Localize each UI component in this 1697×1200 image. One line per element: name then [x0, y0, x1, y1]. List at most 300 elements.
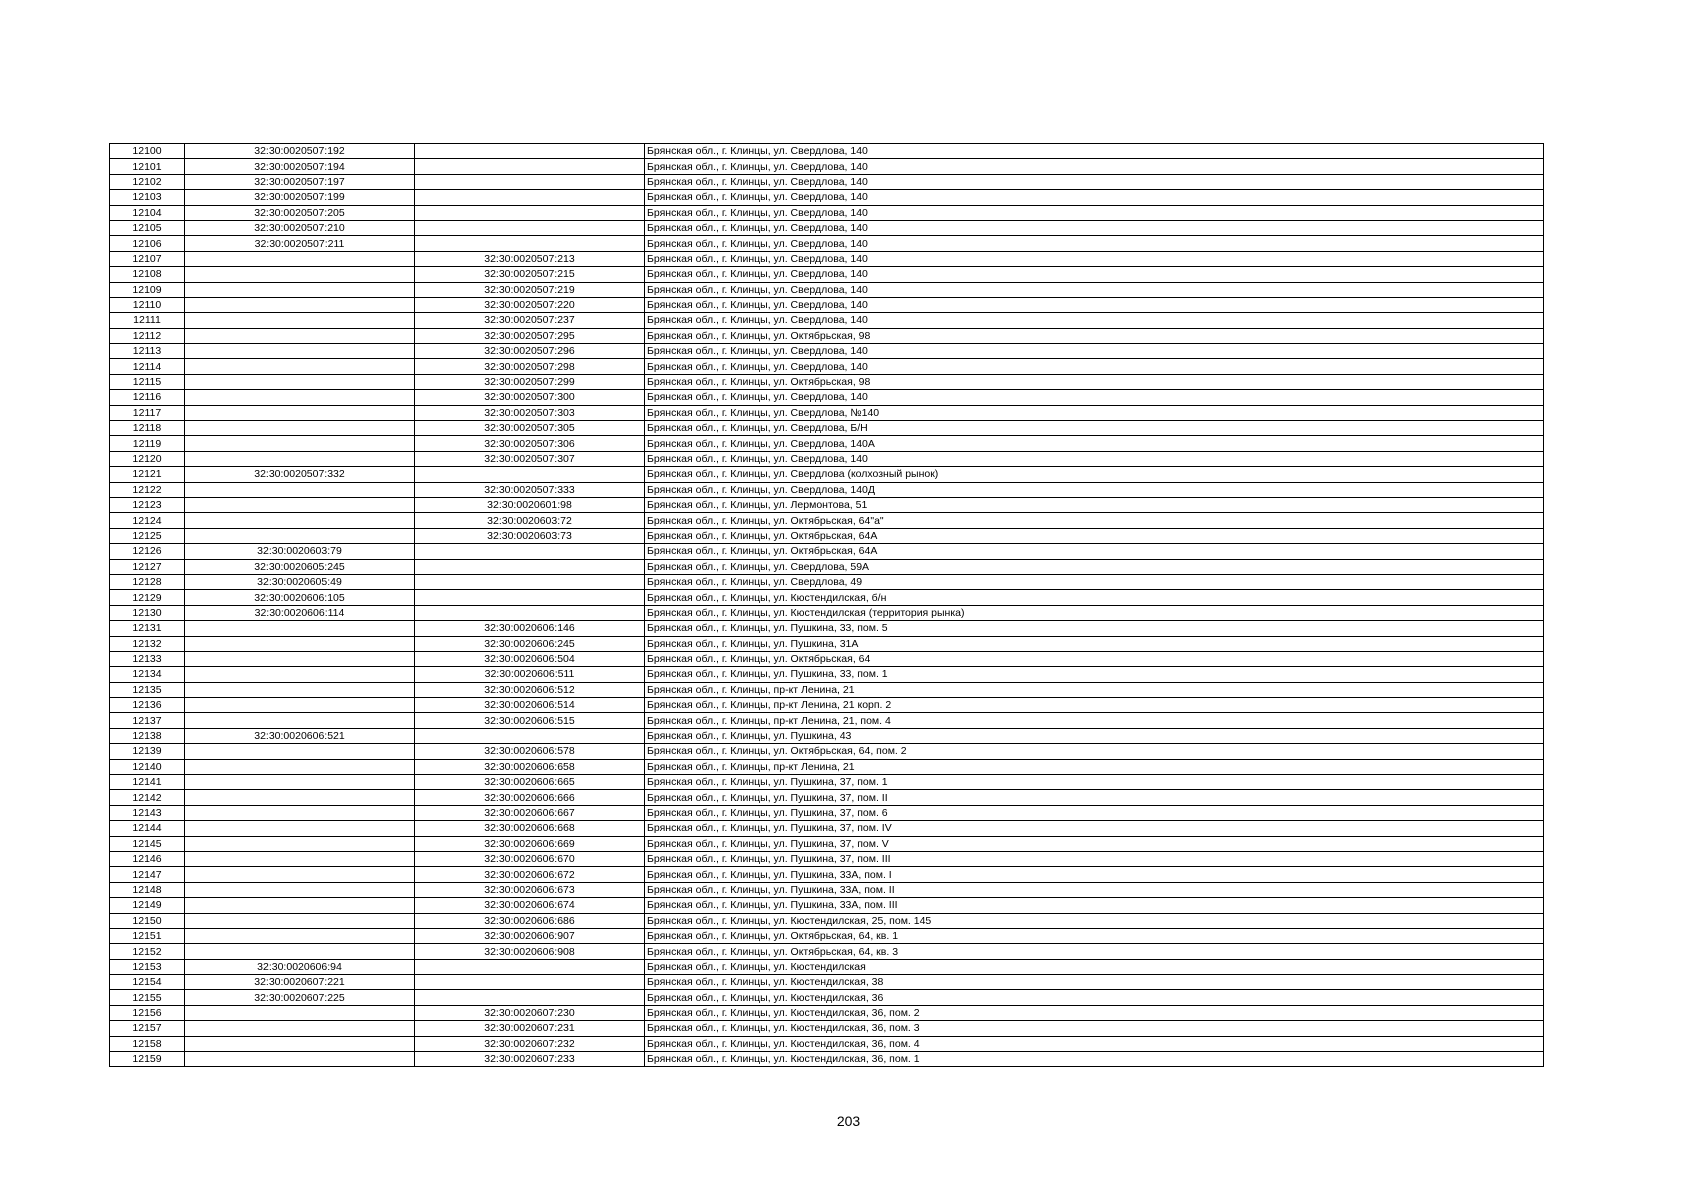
- address-cell: Брянская обл., г. Клинцы, ул. Пушкина, 33, пом. 1: [645, 667, 1544, 682]
- table-row: [110, 759, 1544, 774]
- cadastral-number-alt-cell: 32:30:0020607:233: [415, 1052, 645, 1067]
- address-cell: Брянская обл., г. Клинцы, ул. Кюстендилская, 36: [645, 990, 1544, 1005]
- cadastral-number-cell: [185, 713, 415, 728]
- row-number-cell: 12105: [110, 220, 185, 235]
- row-number-cell: 12134: [110, 667, 185, 682]
- cadastral-number-cell: [185, 421, 415, 436]
- cadastral-number-alt-cell: [415, 236, 645, 251]
- cadastral-number-alt-cell: [415, 559, 645, 574]
- cadastral-number-alt-cell: 32:30:0020606:908: [415, 944, 645, 959]
- address-cell: Брянская обл., г. Клинцы, ул. Свердлова (колхозный рынок): [645, 467, 1544, 482]
- row-number-cell: 12125: [110, 528, 185, 543]
- row-number-cell: 12110: [110, 297, 185, 312]
- address-cell: Брянская обл., г. Клинцы, ул. Свердлова, 140: [645, 205, 1544, 220]
- address-cell: Брянская обл., г. Клинцы, ул. Кюстендилская (территория рынка): [645, 605, 1544, 620]
- cadastral-number-alt-cell: 32:30:0020606:670: [415, 851, 645, 866]
- table-row: [110, 867, 1544, 882]
- cadastral-number-alt-cell: 32:30:0020606:674: [415, 898, 645, 913]
- cadastral-number-cell: [185, 344, 415, 359]
- cadastral-number-alt-cell: [415, 959, 645, 974]
- row-number-cell: 12133: [110, 651, 185, 666]
- table-row: [110, 144, 1544, 159]
- row-number-cell: 12123: [110, 497, 185, 512]
- row-number-cell: 12106: [110, 236, 185, 251]
- cadastral-number-alt-cell: 32:30:0020507:295: [415, 328, 645, 343]
- address-cell: Брянская обл., г. Клинцы, ул. Лермонтова, 51: [645, 497, 1544, 512]
- row-number-cell: 12138: [110, 728, 185, 743]
- table-row: [110, 882, 1544, 897]
- table-row: [110, 190, 1544, 205]
- address-cell: Брянская обл., г. Клинцы, ул. Свердлова, 140: [645, 451, 1544, 466]
- cadastral-number-alt-cell: 32:30:0020507:296: [415, 344, 645, 359]
- cadastral-number-alt-cell: 32:30:0020507:219: [415, 282, 645, 297]
- address-cell: Брянская обл., г. Клинцы, пр-кт Ленина, 21, пом. 4: [645, 713, 1544, 728]
- address-cell: Брянская обл., г. Клинцы, ул. Свердлова, 140: [645, 390, 1544, 405]
- table-row: [110, 467, 1544, 482]
- row-number-cell: 12150: [110, 913, 185, 928]
- cadastral-number-cell: [185, 821, 415, 836]
- cadastral-number-cell: 32:30:0020605:245: [185, 559, 415, 574]
- cadastral-number-cell: 32:30:0020507:210: [185, 220, 415, 235]
- row-number-cell: 12107: [110, 251, 185, 266]
- cadastral-number-cell: 32:30:0020606:114: [185, 605, 415, 620]
- table-row: [110, 821, 1544, 836]
- row-number-cell: 12124: [110, 513, 185, 528]
- cadastral-number-cell: 32:30:0020507:211: [185, 236, 415, 251]
- table-row: [110, 236, 1544, 251]
- address-cell: Брянская обл., г. Клинцы, ул. Свердлова, 140Д: [645, 482, 1544, 497]
- address-cell: Брянская обл., г. Клинцы, ул. Пушкина, 33, пом. 5: [645, 621, 1544, 636]
- cadastral-number-alt-cell: 32:30:0020507:303: [415, 405, 645, 420]
- table-row: [110, 297, 1544, 312]
- address-cell: Брянская обл., г. Клинцы, ул. Свердлова, 140: [645, 236, 1544, 251]
- cadastral-number-cell: [185, 1052, 415, 1067]
- address-cell: Брянская обл., г. Клинцы, ул. Пушкина, 37, пом. IV: [645, 821, 1544, 836]
- address-cell: Брянская обл., г. Клинцы, ул. Кюстендилская, 36, пом. 4: [645, 1036, 1544, 1051]
- cadastral-number-alt-cell: 32:30:0020606:511: [415, 667, 645, 682]
- row-number-cell: 12159: [110, 1052, 185, 1067]
- cadastral-number-cell: [185, 805, 415, 820]
- cadastral-number-cell: 32:30:0020507:194: [185, 159, 415, 174]
- address-cell: Брянская обл., г. Клинцы, ул. Свердлова, 140: [645, 251, 1544, 266]
- address-cell: Брянская обл., г. Клинцы, ул. Октябрьская, 64А: [645, 544, 1544, 559]
- table-row: [110, 251, 1544, 266]
- cadastral-number-cell: [185, 928, 415, 943]
- address-cell: Брянская обл., г. Клинцы, ул. Пушкина, 33А, пом. II: [645, 882, 1544, 897]
- address-cell: Брянская обл., г. Клинцы, ул. Свердлова, 140: [645, 190, 1544, 205]
- row-number-cell: 12153: [110, 959, 185, 974]
- row-number-cell: 12128: [110, 574, 185, 589]
- row-number-cell: 12109: [110, 282, 185, 297]
- row-number-cell: 12149: [110, 898, 185, 913]
- table-row: [110, 959, 1544, 974]
- row-number-cell: 12103: [110, 190, 185, 205]
- address-cell: Брянская обл., г. Клинцы, ул. Пушкина, 37, пом. V: [645, 836, 1544, 851]
- row-number-cell: 12120: [110, 451, 185, 466]
- row-number-cell: 12141: [110, 775, 185, 790]
- table-row: [110, 282, 1544, 297]
- row-number-cell: 12130: [110, 605, 185, 620]
- cadastral-number-alt-cell: [415, 190, 645, 205]
- address-cell: Брянская обл., г. Клинцы, ул. Свердлова, №140: [645, 405, 1544, 420]
- address-cell: Брянская обл., г. Клинцы, ул. Пушкина, 43: [645, 728, 1544, 743]
- table-row: [110, 836, 1544, 851]
- table-body: [110, 144, 1544, 1067]
- table-row: [110, 636, 1544, 651]
- row-number-cell: 12101: [110, 159, 185, 174]
- address-cell: Брянская обл., г. Клинцы, ул. Пушкина, 37, пом. 6: [645, 805, 1544, 820]
- row-number-cell: 12114: [110, 359, 185, 374]
- table-row: [110, 698, 1544, 713]
- cadastral-number-alt-cell: 32:30:0020606:669: [415, 836, 645, 851]
- cadastral-number-cell: [185, 790, 415, 805]
- cadastral-number-cell: [185, 313, 415, 328]
- cadastral-number-cell: 32:30:0020507:332: [185, 467, 415, 482]
- table-row: [110, 944, 1544, 959]
- cadastral-number-cell: [185, 390, 415, 405]
- cadastral-number-cell: [185, 744, 415, 759]
- row-number-cell: 12102: [110, 174, 185, 189]
- cadastral-number-alt-cell: [415, 159, 645, 174]
- row-number-cell: 12100: [110, 144, 185, 159]
- address-cell: Брянская обл., г. Клинцы, ул. Октябрьская, 64, кв. 1: [645, 928, 1544, 943]
- row-number-cell: 12137: [110, 713, 185, 728]
- cadastral-number-alt-cell: [415, 975, 645, 990]
- table-row: [110, 436, 1544, 451]
- cadastral-number-alt-cell: 32:30:0020606:673: [415, 882, 645, 897]
- row-number-cell: 12111: [110, 313, 185, 328]
- table-row: [110, 1005, 1544, 1020]
- address-cell: Брянская обл., г. Клинцы, ул. Свердлова, 140А: [645, 436, 1544, 451]
- table-row: [110, 528, 1544, 543]
- cadastral-number-cell: [185, 497, 415, 512]
- table-row: [110, 682, 1544, 697]
- table-row: [110, 621, 1544, 636]
- cadastral-number-alt-cell: [415, 990, 645, 1005]
- row-number-cell: 12108: [110, 267, 185, 282]
- row-number-cell: 12129: [110, 590, 185, 605]
- table-row: [110, 205, 1544, 220]
- address-cell: Брянская обл., г. Клинцы, ул. Свердлова, 49: [645, 574, 1544, 589]
- row-number-cell: 12157: [110, 1021, 185, 1036]
- cadastral-number-alt-cell: 32:30:0020606:666: [415, 790, 645, 805]
- cadastral-number-cell: 32:30:0020607:221: [185, 975, 415, 990]
- table-row: [110, 1052, 1544, 1067]
- cadastral-number-alt-cell: 32:30:0020606:672: [415, 867, 645, 882]
- address-cell: Брянская обл., г. Клинцы, ул. Пушкина, 33А, пом. I: [645, 867, 1544, 882]
- cadastral-number-alt-cell: 32:30:0020606:504: [415, 651, 645, 666]
- cadastral-number-cell: 32:30:0020507:199: [185, 190, 415, 205]
- table-row: [110, 728, 1544, 743]
- table-row: [110, 359, 1544, 374]
- row-number-cell: 12112: [110, 328, 185, 343]
- cadastral-number-cell: [185, 913, 415, 928]
- cadastral-number-alt-cell: 32:30:0020607:231: [415, 1021, 645, 1036]
- address-cell: Брянская обл., г. Клинцы, ул. Свердлова, 140: [645, 174, 1544, 189]
- row-number-cell: 12152: [110, 944, 185, 959]
- cadastral-number-alt-cell: 32:30:0020606:668: [415, 821, 645, 836]
- cadastral-number-alt-cell: 32:30:0020507:306: [415, 436, 645, 451]
- cadastral-number-cell: [185, 405, 415, 420]
- table-row: [110, 482, 1544, 497]
- address-cell: Брянская обл., г. Клинцы, пр-кт Ленина, 21: [645, 759, 1544, 774]
- row-number-cell: 12154: [110, 975, 185, 990]
- address-cell: Брянская обл., г. Клинцы, ул. Кюстендилская: [645, 959, 1544, 974]
- cadastral-number-alt-cell: 32:30:0020606:514: [415, 698, 645, 713]
- row-number-cell: 12156: [110, 1005, 185, 1020]
- cadastral-number-cell: 32:30:0020607:225: [185, 990, 415, 1005]
- cadastral-number-alt-cell: [415, 605, 645, 620]
- cadastral-number-cell: [185, 436, 415, 451]
- address-cell: Брянская обл., г. Клинцы, ул. Свердлова, 140: [645, 282, 1544, 297]
- row-number-cell: 12136: [110, 698, 185, 713]
- table-row: [110, 574, 1544, 589]
- row-number-cell: 12121: [110, 467, 185, 482]
- cadastral-number-cell: [185, 513, 415, 528]
- cadastral-number-cell: [185, 698, 415, 713]
- table-row: [110, 928, 1544, 943]
- cadastral-number-alt-cell: 32:30:0020507:237: [415, 313, 645, 328]
- address-cell: Брянская обл., г. Клинцы, ул. Свердлова, 140: [645, 159, 1544, 174]
- address-cell: Брянская обл., г. Клинцы, ул. Свердлова, 59А: [645, 559, 1544, 574]
- row-number-cell: 12140: [110, 759, 185, 774]
- cadastral-number-cell: [185, 1005, 415, 1020]
- cadastral-number-cell: [185, 682, 415, 697]
- table-row: [110, 159, 1544, 174]
- address-cell: Брянская обл., г. Клинцы, пр-кт Ленина, 21: [645, 682, 1544, 697]
- address-cell: Брянская обл., г. Клинцы, ул. Пушкина, 37, пом. 1: [645, 775, 1544, 790]
- address-cell: Брянская обл., г. Клинцы, ул. Кюстендилская, 38: [645, 975, 1544, 990]
- table-row: [110, 667, 1544, 682]
- cadastral-number-cell: [185, 882, 415, 897]
- address-cell: Брянская обл., г. Клинцы, ул. Свердлова, 140: [645, 344, 1544, 359]
- cadastral-number-cell: [185, 836, 415, 851]
- cadastral-number-alt-cell: 32:30:0020603:73: [415, 528, 645, 543]
- cadastral-number-alt-cell: 32:30:0020606:512: [415, 682, 645, 697]
- address-cell: Брянская обл., г. Клинцы, ул. Октябрьская, 64"а": [645, 513, 1544, 528]
- table-row: [110, 851, 1544, 866]
- table-row: [110, 497, 1544, 512]
- cadastral-number-alt-cell: [415, 174, 645, 189]
- address-cell: Брянская обл., г. Клинцы, ул. Свердлова, Б/Н: [645, 421, 1544, 436]
- table-row: [110, 913, 1544, 928]
- address-cell: Брянская обл., г. Клинцы, ул. Октябрьская, 64, кв. 3: [645, 944, 1544, 959]
- cadastral-number-cell: [185, 1021, 415, 1036]
- cadastral-number-alt-cell: [415, 144, 645, 159]
- row-number-cell: 12118: [110, 421, 185, 436]
- cadastral-number-alt-cell: [415, 728, 645, 743]
- table-row: [110, 590, 1544, 605]
- cadastral-number-alt-cell: 32:30:0020606:146: [415, 621, 645, 636]
- row-number-cell: 12155: [110, 990, 185, 1005]
- address-cell: Брянская обл., г. Клинцы, ул. Пушкина, 37, пом. III: [645, 851, 1544, 866]
- row-number-cell: 12122: [110, 482, 185, 497]
- cadastral-number-cell: [185, 621, 415, 636]
- cadastral-number-cell: [185, 482, 415, 497]
- cadastral-number-cell: [185, 251, 415, 266]
- cadastral-number-alt-cell: 32:30:0020606:665: [415, 775, 645, 790]
- table-row: [110, 744, 1544, 759]
- table-row: [110, 975, 1544, 990]
- table-row: [110, 313, 1544, 328]
- cadastral-number-alt-cell: 32:30:0020507:307: [415, 451, 645, 466]
- cadastral-number-cell: 32:30:0020507:197: [185, 174, 415, 189]
- cadastral-number-alt-cell: [415, 590, 645, 605]
- table-row: [110, 374, 1544, 389]
- table-row: [110, 713, 1544, 728]
- row-number-cell: 12143: [110, 805, 185, 820]
- cadastral-number-alt-cell: 32:30:0020601:98: [415, 497, 645, 512]
- row-number-cell: 12146: [110, 851, 185, 866]
- cadastral-number-alt-cell: 32:30:0020606:515: [415, 713, 645, 728]
- table-row: [110, 174, 1544, 189]
- address-cell: Брянская обл., г. Клинцы, ул. Октябрьская, 98: [645, 374, 1544, 389]
- table-row: [110, 898, 1544, 913]
- page-number: 203: [836, 1113, 861, 1129]
- row-number-cell: 12158: [110, 1036, 185, 1051]
- table-row: [110, 559, 1544, 574]
- table-row: [110, 328, 1544, 343]
- cadastral-number-cell: [185, 944, 415, 959]
- address-cell: Брянская обл., г. Клинцы, ул. Октябрьская, 98: [645, 328, 1544, 343]
- cadastral-number-cell: 32:30:0020603:79: [185, 544, 415, 559]
- address-cell: Брянская обл., г. Клинцы, ул. Октябрьская, 64: [645, 651, 1544, 666]
- cadastral-number-cell: 32:30:0020507:192: [185, 144, 415, 159]
- table-row: [110, 344, 1544, 359]
- cadastral-number-cell: [185, 867, 415, 882]
- address-cell: Брянская обл., г. Клинцы, ул. Кюстендилская, 36, пом. 2: [645, 1005, 1544, 1020]
- cadastral-number-cell: [185, 667, 415, 682]
- row-number-cell: 12142: [110, 790, 185, 805]
- cadastral-number-alt-cell: [415, 220, 645, 235]
- cadastral-number-alt-cell: 32:30:0020603:72: [415, 513, 645, 528]
- table-row: [110, 805, 1544, 820]
- cadastral-number-alt-cell: [415, 467, 645, 482]
- table-row: [110, 220, 1544, 235]
- row-number-cell: 12139: [110, 744, 185, 759]
- cadastral-number-cell: [185, 636, 415, 651]
- cadastral-number-cell: [185, 267, 415, 282]
- address-cell: Брянская обл., г. Клинцы, ул. Кюстендилская, б/н: [645, 590, 1544, 605]
- cadastral-number-cell: [185, 297, 415, 312]
- cadastral-number-alt-cell: 32:30:0020507:333: [415, 482, 645, 497]
- table-row: [110, 544, 1544, 559]
- address-cell: Брянская обл., г. Клинцы, ул. Кюстендилская, 36, пом. 3: [645, 1021, 1544, 1036]
- table-row: [110, 1021, 1544, 1036]
- row-number-cell: 12117: [110, 405, 185, 420]
- cadastral-number-cell: [185, 282, 415, 297]
- row-number-cell: 12131: [110, 621, 185, 636]
- cadastral-number-alt-cell: 32:30:0020606:658: [415, 759, 645, 774]
- row-number-cell: 12151: [110, 928, 185, 943]
- table-row: [110, 405, 1544, 420]
- cadastral-number-cell: [185, 528, 415, 543]
- cadastral-number-cell: 32:30:0020605:49: [185, 574, 415, 589]
- cadastral-number-alt-cell: 32:30:0020606:907: [415, 928, 645, 943]
- row-number-cell: 12126: [110, 544, 185, 559]
- address-cell: Брянская обл., г. Клинцы, ул. Свердлова, 140: [645, 297, 1544, 312]
- cadastral-number-cell: 32:30:0020606:94: [185, 959, 415, 974]
- address-cell: Брянская обл., г. Клинцы, ул. Свердлова, 140: [645, 313, 1544, 328]
- row-number-cell: 12115: [110, 374, 185, 389]
- table-row: [110, 513, 1544, 528]
- table-row: [110, 421, 1544, 436]
- cadastral-number-alt-cell: [415, 205, 645, 220]
- cadastral-number-alt-cell: 32:30:0020507:299: [415, 374, 645, 389]
- address-cell: Брянская обл., г. Клинцы, ул. Пушкина, 37, пом. II: [645, 790, 1544, 805]
- row-number-cell: 12147: [110, 867, 185, 882]
- cadastral-number-alt-cell: 32:30:0020507:305: [415, 421, 645, 436]
- address-cell: Брянская обл., г. Клинцы, ул. Октябрьская, 64, пом. 2: [645, 744, 1544, 759]
- address-cell: Брянская обл., г. Клинцы, ул. Свердлова, 140: [645, 144, 1544, 159]
- cadastral-number-cell: [185, 328, 415, 343]
- row-number-cell: 12132: [110, 636, 185, 651]
- cadastral-number-alt-cell: 32:30:0020507:220: [415, 297, 645, 312]
- row-number-cell: 12119: [110, 436, 185, 451]
- table-row: [110, 605, 1544, 620]
- cadastral-number-alt-cell: [415, 544, 645, 559]
- cadastral-number-alt-cell: 32:30:0020607:232: [415, 1036, 645, 1051]
- address-cell: Брянская обл., г. Клинцы, ул. Свердлова, 140: [645, 220, 1544, 235]
- cadastral-number-cell: [185, 775, 415, 790]
- row-number-cell: 12145: [110, 836, 185, 851]
- cadastral-number-alt-cell: 32:30:0020606:245: [415, 636, 645, 651]
- row-number-cell: 12144: [110, 821, 185, 836]
- table-row: [110, 390, 1544, 405]
- table-row: [110, 1036, 1544, 1051]
- cadastral-number-alt-cell: 32:30:0020606:578: [415, 744, 645, 759]
- cadastral-number-alt-cell: 32:30:0020507:298: [415, 359, 645, 374]
- cadastral-number-alt-cell: [415, 574, 645, 589]
- cadastral-number-cell: [185, 898, 415, 913]
- cadastral-number-cell: [185, 1036, 415, 1051]
- table-row: [110, 790, 1544, 805]
- row-number-cell: 12127: [110, 559, 185, 574]
- cadastral-number-alt-cell: 32:30:0020606:686: [415, 913, 645, 928]
- cadastral-number-cell: [185, 374, 415, 389]
- cadastral-table: [109, 143, 1544, 1067]
- address-cell: Брянская обл., г. Клинцы, ул. Свердлова, 140: [645, 267, 1544, 282]
- cadastral-number-cell: 32:30:0020606:105: [185, 590, 415, 605]
- row-number-cell: 12135: [110, 682, 185, 697]
- cadastral-number-cell: 32:30:0020507:205: [185, 205, 415, 220]
- cadastral-number-cell: [185, 759, 415, 774]
- row-number-cell: 12116: [110, 390, 185, 405]
- table-row: [110, 267, 1544, 282]
- row-number-cell: 12113: [110, 344, 185, 359]
- address-cell: Брянская обл., г. Клинцы, пр-кт Ленина, 21 корп. 2: [645, 698, 1544, 713]
- table-row: [110, 775, 1544, 790]
- cadastral-number-alt-cell: 32:30:0020507:215: [415, 267, 645, 282]
- cadastral-number-cell: 32:30:0020606:521: [185, 728, 415, 743]
- cadastral-number-cell: [185, 359, 415, 374]
- table-row: [110, 990, 1544, 1005]
- address-cell: Брянская обл., г. Клинцы, ул. Пушкина, 33А, пом. III: [645, 898, 1544, 913]
- address-cell: Брянская обл., г. Клинцы, ул. Кюстендилская, 36, пом. 1: [645, 1052, 1544, 1067]
- cadastral-number-cell: [185, 651, 415, 666]
- cadastral-number-cell: [185, 851, 415, 866]
- row-number-cell: 12148: [110, 882, 185, 897]
- cadastral-number-alt-cell: 32:30:0020507:213: [415, 251, 645, 266]
- address-cell: Брянская обл., г. Клинцы, ул. Кюстендилская, 25, пом. 145: [645, 913, 1544, 928]
- cadastral-number-alt-cell: 32:30:0020606:667: [415, 805, 645, 820]
- address-cell: Брянская обл., г. Клинцы, ул. Октябрьская, 64А: [645, 528, 1544, 543]
- address-cell: Брянская обл., г. Клинцы, ул. Пушкина, 31А: [645, 636, 1544, 651]
- table-row: [110, 651, 1544, 666]
- address-cell: Брянская обл., г. Клинцы, ул. Свердлова, 140: [645, 359, 1544, 374]
- cadastral-number-alt-cell: 32:30:0020507:300: [415, 390, 645, 405]
- cadastral-number-alt-cell: 32:30:0020607:230: [415, 1005, 645, 1020]
